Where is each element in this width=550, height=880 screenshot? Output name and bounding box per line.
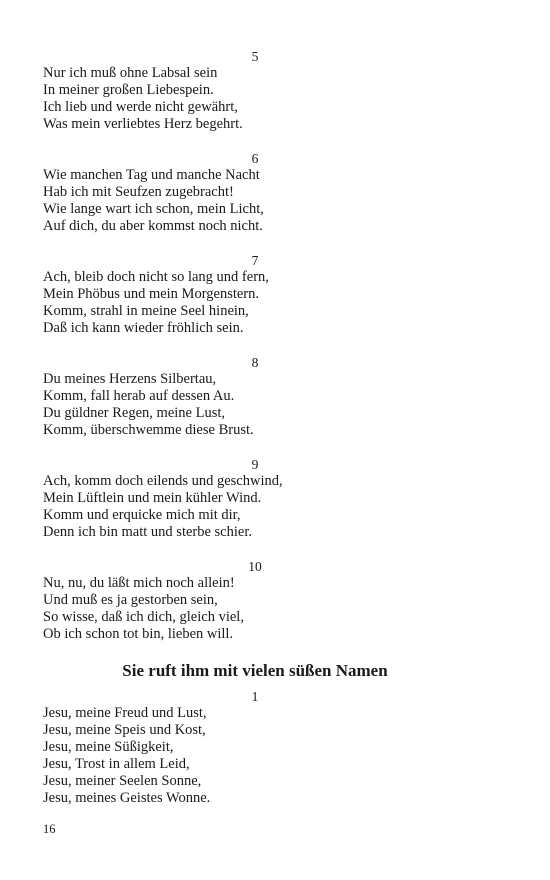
verse-line: Ach, komm doch eilends und geschwind, [43, 473, 283, 489]
verse-line: Nu, nu, du läßt mich noch allein! [43, 575, 235, 591]
stanza-5 [43, 48, 467, 133]
verse-line: Komm, strahl in meine Seel hinein, [43, 303, 249, 319]
stanza-10 [43, 558, 467, 643]
verse-line: Ach, bleib doch nicht so lang und fern, [43, 269, 269, 285]
stanza-number: 6 [251, 151, 259, 166]
verse-line: Ich lieb und werde nicht gewährt, [43, 99, 238, 115]
verse-line: Jesu, meine Speis und Kost, [43, 722, 206, 738]
verse-line: Denn ich bin matt und sterbe schier. [43, 524, 252, 540]
stanza-number: 1 [251, 689, 259, 704]
verse-line: Jesu, meine Freud und Lust, [43, 705, 207, 721]
verse-line: Daß ich kann wieder fröhlich sein. [43, 320, 244, 336]
page-body [43, 48, 467, 824]
stanza-number: 5 [251, 49, 259, 64]
verse-line: Komm, fall herab auf dessen Au. [43, 388, 235, 404]
stanza-9 [43, 456, 467, 541]
stanza-number: 8 [251, 355, 259, 370]
stanza-6 [43, 150, 467, 235]
stanza-7 [43, 252, 467, 337]
verse-line: Ob ich schon tot bin, lieben will. [43, 626, 234, 642]
verse-line: Mein Lüftlein und mein kühler Wind. [43, 490, 262, 506]
stanza-1 [43, 688, 467, 807]
verse-line: Wie manchen Tag und manche Nacht [43, 167, 260, 183]
verse-line: Komm und erquicke mich mit dir, [43, 507, 241, 523]
verse-line: Jesu, meiner Seelen Sonne, [43, 773, 202, 789]
stanza-8 [43, 354, 467, 439]
verse-line: Und muß es ja gestorben sein, [43, 592, 218, 608]
poem-title: Sie ruft ihm mit vielen süßen Namen [122, 661, 388, 680]
verse-line: Hab ich mit Seufzen zugebracht! [43, 184, 234, 200]
verse-line: Jesu, Trost in allem Leid, [43, 756, 190, 772]
verse-line: Auf dich, du aber kommst noch nicht. [43, 218, 263, 234]
verse-line: Komm, überschwemme diese Brust. [43, 422, 254, 438]
verse-line: Du meines Herzens Silbertau, [43, 371, 217, 387]
verse-line: Mein Phöbus und mein Morgenstern. [43, 286, 260, 302]
stanza-number: 9 [251, 457, 259, 472]
verse-line: Nur ich muß ohne Labsal sein [43, 65, 218, 81]
verse-line: Du güldner Regen, meine Lust, [43, 405, 226, 421]
verse-line: Jesu, meines Geistes Wonne. [43, 790, 211, 806]
stanza-number: 7 [251, 253, 259, 268]
verse-line: Was mein verliebtes Herz begehrt. [43, 116, 243, 132]
stanza-number: 10 [248, 559, 262, 574]
verse-line: Wie lange wart ich schon, mein Licht, [43, 201, 264, 217]
verse-line: In meiner großen Liebespein. [43, 82, 214, 98]
verse-line: Jesu, meine Süßigkeit, [43, 739, 174, 755]
verse-line: So wisse, daß ich dich, gleich viel, [43, 609, 244, 625]
page-number: 16 [43, 822, 56, 836]
